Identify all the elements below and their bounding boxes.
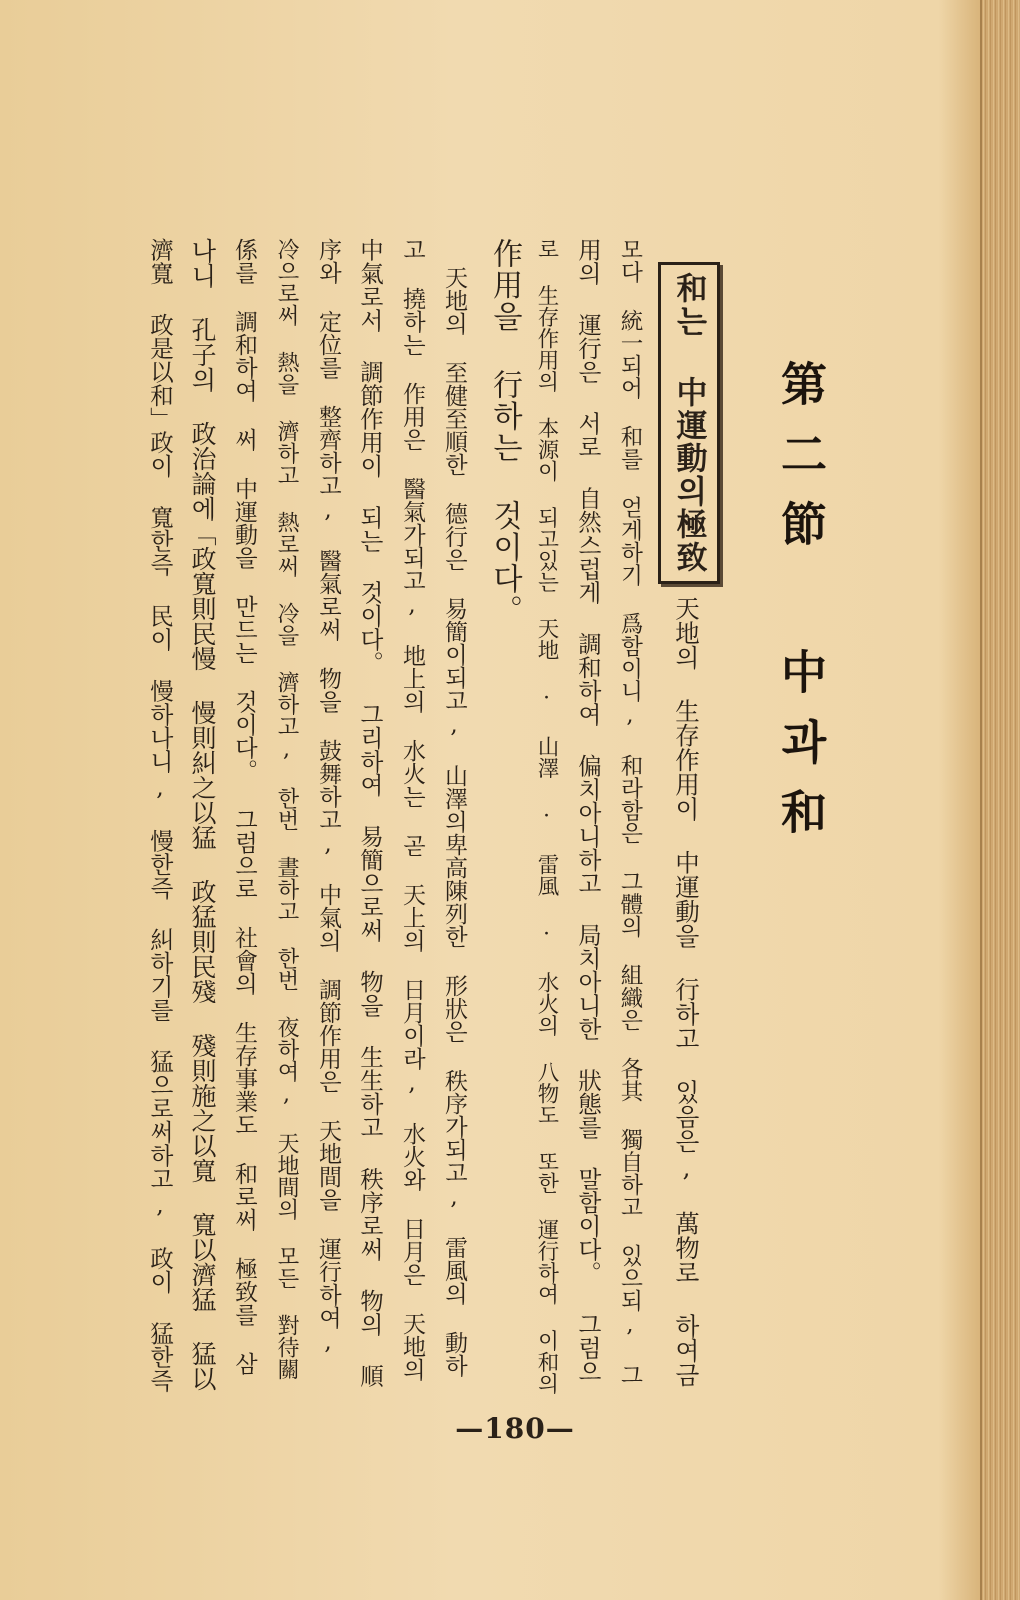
body-column: 序와 定位를 整齊하고, 醫氣로써 物을 鼓舞하고, 中氣의 調節作用은 天地間을 運行하여, [315, 238, 341, 1355]
page-number: —180— [455, 1412, 575, 1445]
body-column: 모다 統一되어 和를 얻게하기 爲함이니, 和라함은 그體의 組織은 各其 獨自하고 있으되, 그 [617, 238, 643, 1386]
body-column: 로 生存作用의 本源이 되고있는 天地 · 山澤 · 雷風 · 水火의 八物도 또한 運行하여 이和의 [534, 238, 559, 1394]
subheading: 和는 中運動의極致 [670, 272, 707, 574]
body-column: 나니 孔子의 政治論에「政寬則民慢 慢則糾之以猛 政猛則民殘 殘則施之以寬 寬以濟猛 猛以 [188, 238, 217, 1391]
body-column: 用의 運行은 서로 自然스럽게 調和하여 偏치아니하고 局치아니한 狀態를 말함이다。 그럼으 [574, 238, 602, 1383]
body-column: 天地의 至健至順한 德行은 易簡이되고, 山澤의卑高陳列한 形狀은 秩序가되고, 雷風의 動하 [441, 266, 467, 1377]
section-title: 第二節 中과和 [774, 360, 828, 858]
body-column: 冷으로써 熱을 濟하고 熱로써 冷을 濟하고, 한번 晝하고 한번 夜하여, 天地間의 모든 對待關 [274, 238, 299, 1380]
body-column: 天地의 生存作用이 中運動을 行하고 있음은, 萬物로 하여금 [672, 596, 701, 1387]
subheading-box [658, 262, 720, 584]
body-column: 中氣로서 調節作用이 되는 것이다。 그리하여 易簡으로써 物을 生生하고 秩序로써 物의 順 [356, 238, 384, 1388]
page-edges [980, 0, 1020, 1600]
body-column: 고 撓하는 作用은 醫氣가되고, 地上의 水火는 곧 天上의 日月이라, 水火와 日月은 天地의 [399, 238, 425, 1381]
body-column: 濟寬 政是以和」政이 寬한즉 民이 慢하나니, 慢한즉 糾하기를 猛으로써하고, 政이 猛한즉 [146, 238, 174, 1392]
body-column: 係를 調和하여 써 中運動을 만드는 것이다。 그럼으로 社會의 生存事業도 和로써 極致를 삼 [231, 238, 257, 1375]
body-column: 作用을 行하는 것이다。 [487, 238, 522, 626]
